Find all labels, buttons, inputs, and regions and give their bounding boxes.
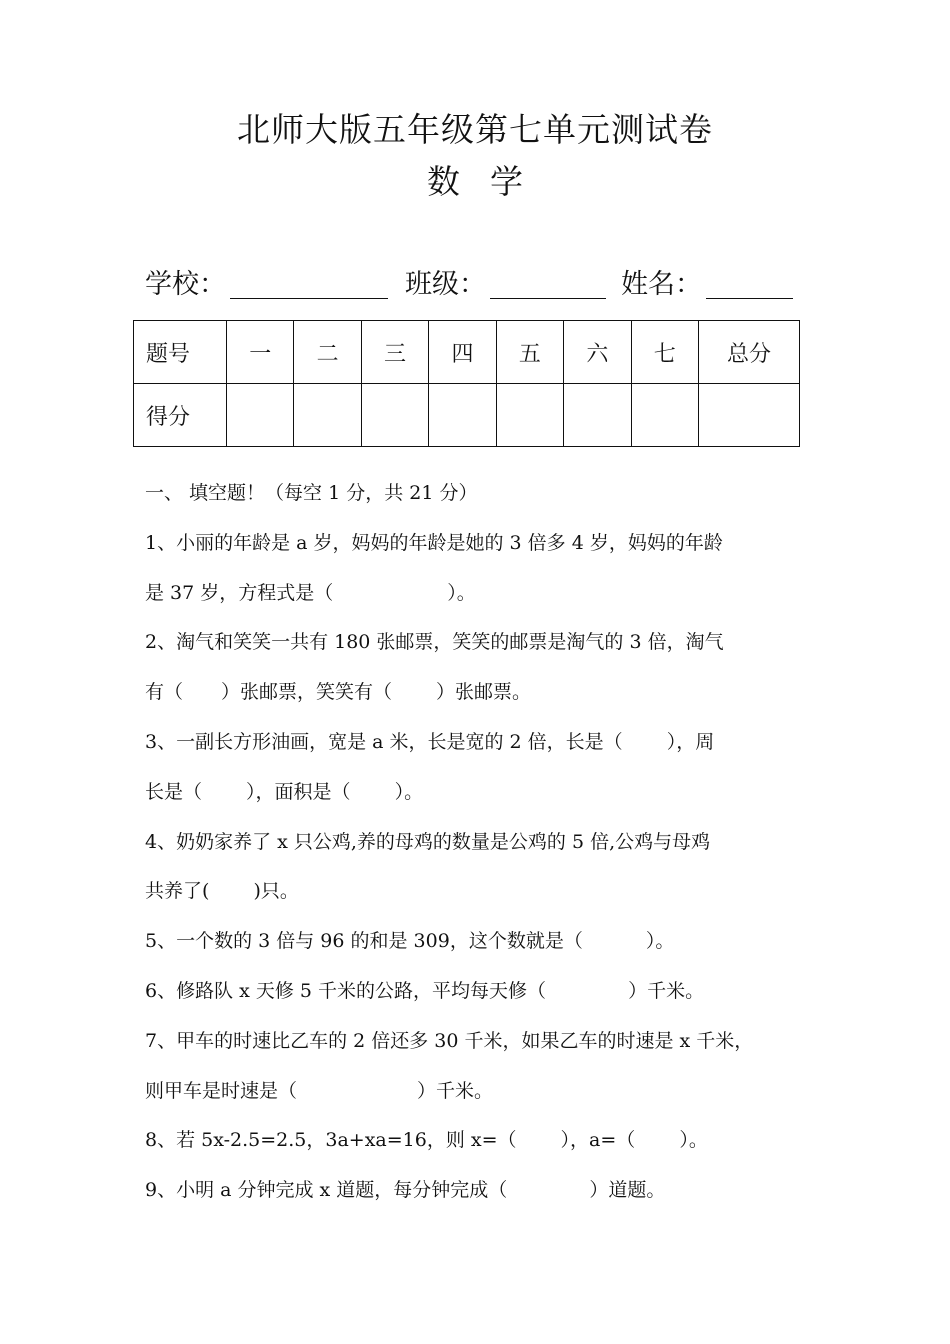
name-label: 姓名： bbox=[621, 269, 702, 300]
header-cell: 题号 bbox=[134, 321, 227, 384]
subject-title: 数学 bbox=[427, 162, 553, 201]
question-line: 长是（ ），面积是（ ）。 bbox=[145, 780, 424, 803]
score-cell[interactable] bbox=[361, 384, 428, 447]
section-heading: 一、 填空题！（每空 1 分，共 21 分） bbox=[145, 482, 478, 504]
header-cell: 二 bbox=[294, 321, 361, 384]
question-line: 4、奶奶家养了 x 只公鸡,养的母鸡的数量是公鸡的 5 倍,公鸡与母鸡 bbox=[145, 830, 711, 853]
header-cell: 总分 bbox=[699, 321, 800, 384]
question-line: 5、一个数的 3 倍与 96 的和是 309，这个数就是（ ）。 bbox=[145, 930, 675, 953]
score-cell[interactable] bbox=[227, 384, 294, 447]
header-cell: 六 bbox=[564, 321, 631, 384]
question-line: 9、小明 a 分钟完成 x 道题，每分钟完成（ ）道题。 bbox=[145, 1179, 666, 1202]
question-line: 2、淘气和笑笑一共有 180 张邮票，笑笑的邮票是淘气的 3 倍，淘气 bbox=[145, 631, 724, 654]
score-row-label: 得分 bbox=[134, 384, 227, 447]
name-blank[interactable] bbox=[706, 298, 793, 299]
question-line: 是 37 岁，方程式是（ ）。 bbox=[145, 581, 476, 604]
question-line: 1、小丽的年龄是 a 岁，妈妈的年龄是她的 3 倍多 4 岁，妈妈的年龄 bbox=[145, 531, 723, 554]
score-table-score-row bbox=[134, 384, 800, 447]
question-line: 3、一副长方形油画，宽是 a 米，长是宽的 2 倍，长是（ ），周 bbox=[145, 730, 715, 753]
question-line: 8、若 5x-2.5=2.5，3a+xa=16，则 x=（ ），a=（ ）。 bbox=[145, 1129, 708, 1152]
score-cell[interactable] bbox=[699, 384, 800, 447]
question-line: 7、甲车的时速比乙车的 2 倍还多 30 千米，如果乙车的时速是 x 千米， bbox=[145, 1029, 754, 1052]
question-line: 则甲车是时速是（ ）千米。 bbox=[145, 1079, 494, 1102]
score-cell[interactable] bbox=[496, 384, 563, 447]
score-cell[interactable] bbox=[429, 384, 496, 447]
score-cell[interactable] bbox=[631, 384, 698, 447]
header-cell: 一 bbox=[227, 321, 294, 384]
header-cell: 五 bbox=[496, 321, 563, 384]
header-cell: 三 bbox=[361, 321, 428, 384]
class-label: 班级： bbox=[405, 269, 486, 300]
header-cell: 四 bbox=[429, 321, 496, 384]
score-table-header-row bbox=[134, 321, 800, 384]
fill-in-section bbox=[145, 476, 810, 1223]
score-table bbox=[133, 320, 800, 447]
question-line: 有（ ）张邮票，笑笑有（ ）张邮票。 bbox=[145, 681, 532, 704]
class-blank[interactable] bbox=[490, 298, 606, 299]
question-line: 6、修路队 x 天修 5 千米的公路，平均每天修（ ）千米。 bbox=[145, 979, 705, 1002]
school-label: 学校： bbox=[145, 269, 226, 300]
exam-title: 北师大版五年级第七单元测试卷 bbox=[237, 110, 713, 149]
header-cell: 七 bbox=[631, 321, 698, 384]
score-cell[interactable] bbox=[294, 384, 361, 447]
score-cell[interactable] bbox=[564, 384, 631, 447]
question-line: 共养了( )只。 bbox=[145, 880, 299, 903]
school-blank[interactable] bbox=[230, 298, 388, 299]
